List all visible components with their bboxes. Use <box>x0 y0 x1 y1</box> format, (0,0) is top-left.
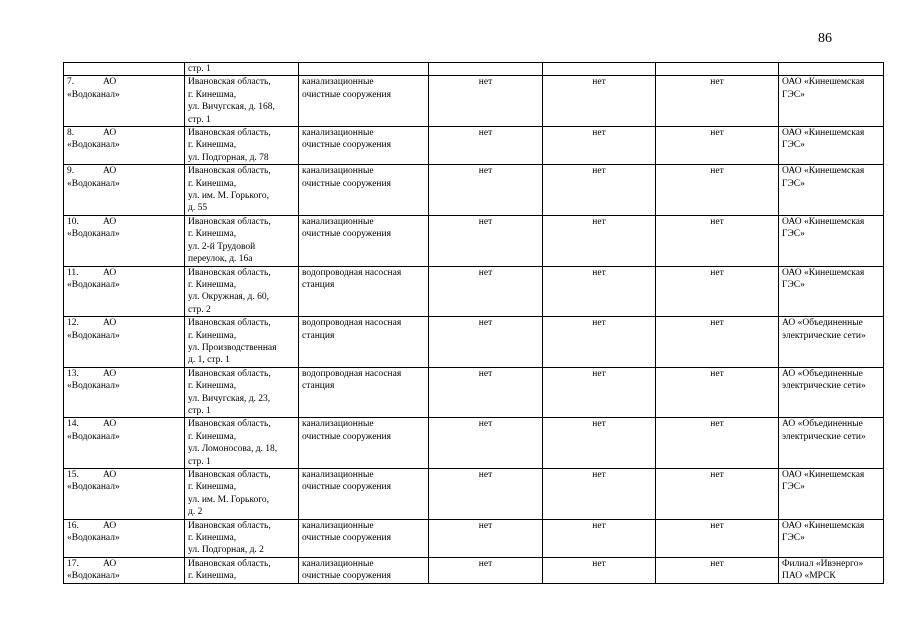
supplier-cell <box>779 519 884 557</box>
status-cell: нет <box>429 266 543 317</box>
table-cell <box>299 63 429 76</box>
supplier-cell <box>779 215 884 266</box>
status-cell: нет <box>429 418 543 469</box>
address-line: г. Кинешма, <box>188 140 237 151</box>
object-line: очистные сооружения <box>302 229 391 240</box>
table-row <box>64 127 884 165</box>
object-line: канализационные <box>302 558 374 569</box>
object-line: очистные сооружения <box>302 482 391 493</box>
status-cell: нет <box>429 215 543 266</box>
address-line: ул. им. М. Горького, <box>188 191 270 202</box>
object-line: очистные сооружения <box>302 140 391 151</box>
address-line: г. Кинешма, <box>188 571 237 582</box>
address-cell <box>185 266 299 317</box>
org-short: АО <box>103 368 117 379</box>
table-row <box>64 317 884 368</box>
row-number: 15. <box>67 470 79 480</box>
supplier-line: ГЭС» <box>782 140 805 151</box>
address-line: ул. Подгорная, д. 78 <box>188 152 269 163</box>
status-cell: нет <box>656 469 779 520</box>
supplier-cell <box>779 127 884 165</box>
object-line: канализационные <box>302 470 374 480</box>
org-short: АО <box>103 520 117 531</box>
supplier-line: электрические сети» <box>782 330 866 341</box>
org-short: АО <box>103 128 117 139</box>
status-cell: нет <box>543 367 656 418</box>
table-row <box>64 519 884 557</box>
address-line: д. 2 <box>188 507 203 518</box>
supplier-line: ГЭС» <box>782 89 805 100</box>
org-name: «Водоканал» <box>67 571 120 582</box>
table-cell <box>185 63 299 76</box>
supplier-cell <box>779 266 884 317</box>
address-cell <box>185 557 299 583</box>
org-line <box>67 317 181 329</box>
supplier-line: ОАО «Кинешемская <box>782 267 865 278</box>
org-short: АО <box>103 166 117 177</box>
table-cell <box>64 63 185 76</box>
organization-cell <box>64 165 185 216</box>
supplier-line: ГЭС» <box>782 533 805 544</box>
org-name: «Водоканал» <box>67 140 120 151</box>
object-cell <box>299 317 429 368</box>
object-line: очистные сооружения <box>302 533 391 544</box>
address-line: г. Кинешма, <box>188 431 237 442</box>
supplier-line: ГЭС» <box>782 178 805 189</box>
supplier-line: ОАО «Кинешемская <box>782 470 865 480</box>
object-cell <box>299 418 429 469</box>
address-line: Ивановская область, <box>188 128 271 139</box>
org-line <box>67 418 181 430</box>
address-cell <box>185 165 299 216</box>
object-cell <box>299 557 429 583</box>
table-row <box>64 557 884 583</box>
org-name: «Водоканал» <box>67 482 120 493</box>
organization-cell <box>64 519 185 557</box>
org-line <box>67 558 181 570</box>
address-cell <box>185 519 299 557</box>
table-cell <box>429 63 543 76</box>
object-cell <box>299 76 429 127</box>
organization-cell <box>64 127 185 165</box>
status-cell: нет <box>429 557 543 583</box>
object-cell <box>299 127 429 165</box>
address-cell <box>185 76 299 127</box>
address-line: Ивановская область, <box>188 166 271 177</box>
object-line: станция <box>302 330 335 341</box>
row-number: 10. <box>67 216 79 227</box>
address-line: д. 1, стр. 1 <box>188 355 230 366</box>
org-name: «Водоканал» <box>67 279 120 290</box>
address-line: Ивановская область, <box>188 558 271 569</box>
table-row <box>64 76 884 127</box>
supplier-line: электрические сети» <box>782 381 866 392</box>
address-line: стр. 1 <box>188 456 211 467</box>
status-cell: нет <box>656 418 779 469</box>
org-short: АО <box>103 216 117 227</box>
table-row <box>64 418 884 469</box>
object-line: очистные сооружения <box>302 571 391 582</box>
table-cell <box>779 63 884 76</box>
supplier-line: ПАО «МРСК <box>782 571 836 582</box>
org-name: «Водоканал» <box>67 89 120 100</box>
status-cell: нет <box>429 165 543 216</box>
supplier-cell <box>779 557 884 583</box>
row-number: 9. <box>67 166 75 177</box>
address-line: г. Кинешма, <box>188 330 237 341</box>
table-cell <box>543 63 656 76</box>
org-short: АО <box>103 419 117 430</box>
supplier-line: ОАО «Кинешемская <box>782 520 865 531</box>
status-cell: нет <box>656 317 779 368</box>
org-line <box>67 469 181 481</box>
org-name: «Водоканал» <box>67 533 120 544</box>
status-cell: нет <box>543 127 656 165</box>
status-cell: нет <box>543 165 656 216</box>
supplier-cell <box>779 367 884 418</box>
supplier-cell <box>779 418 884 469</box>
address-line: д. 55 <box>188 203 208 214</box>
supplier-cell <box>779 165 884 216</box>
status-cell: нет <box>429 76 543 127</box>
org-line <box>67 520 181 532</box>
org-short: АО <box>103 318 117 329</box>
address-line: ул. им. М. Горького, <box>188 494 270 505</box>
supplier-line: ОАО «Кинешемская <box>782 216 865 227</box>
address-line: г. Кинешма, <box>188 178 237 189</box>
address-line: стр. 1 <box>188 64 211 74</box>
object-line: канализационные <box>302 166 374 177</box>
supplier-line: ОАО «Кинешемская <box>782 166 865 177</box>
organization-cell <box>64 317 185 368</box>
row-number: 14. <box>67 419 79 430</box>
supplier-line: электрические сети» <box>782 431 866 442</box>
address-line: г. Кинешма, <box>188 229 237 240</box>
object-line: станция <box>302 279 335 290</box>
row-number: 17. <box>67 558 79 569</box>
object-cell <box>299 215 429 266</box>
status-cell: нет <box>656 76 779 127</box>
address-line: Ивановская область, <box>188 77 271 88</box>
object-cell <box>299 266 429 317</box>
address-cell <box>185 418 299 469</box>
address-cell <box>185 367 299 418</box>
status-cell: нет <box>429 519 543 557</box>
row-number: 13. <box>67 368 79 379</box>
organization-cell <box>64 557 185 583</box>
facilities-table <box>63 62 884 584</box>
supplier-line: АО «Объединенные <box>782 368 863 379</box>
object-line: станция <box>302 381 335 392</box>
status-cell: нет <box>543 418 656 469</box>
status-cell: нет <box>656 367 779 418</box>
status-cell: нет <box>656 215 779 266</box>
supplier-cell <box>779 76 884 127</box>
supplier-line: ГЭС» <box>782 279 805 290</box>
org-line <box>67 76 181 88</box>
org-line <box>67 368 181 380</box>
object-line: канализационные <box>302 419 374 430</box>
status-cell: нет <box>656 519 779 557</box>
status-cell: нет <box>429 127 543 165</box>
object-line: водопроводная насосная <box>302 368 402 379</box>
address-line: Ивановская область, <box>188 520 271 531</box>
org-name: «Водоканал» <box>67 381 120 392</box>
org-short: АО <box>103 470 117 480</box>
table-row <box>64 165 884 216</box>
page-number: 86 <box>818 31 832 46</box>
address-cell <box>185 215 299 266</box>
address-line: г. Кинешма, <box>188 482 237 493</box>
object-line: канализационные <box>302 520 374 531</box>
address-line: г. Кинешма, <box>188 381 237 392</box>
address-line: ул. Окружная, д. 60, <box>188 292 269 303</box>
row-number: 12. <box>67 318 79 329</box>
object-line: очистные сооружения <box>302 431 391 442</box>
organization-cell <box>64 215 185 266</box>
address-line: г. Кинешма, <box>188 533 237 544</box>
status-cell: нет <box>656 127 779 165</box>
table-row <box>64 266 884 317</box>
address-line: Ивановская область, <box>188 216 271 227</box>
org-short: АО <box>103 77 117 88</box>
address-line: переулок, д. 16а <box>188 254 253 265</box>
object-line: водопроводная насосная <box>302 267 402 278</box>
row-number: 11. <box>67 267 79 278</box>
status-cell: нет <box>543 519 656 557</box>
address-line: стр. 2 <box>188 304 211 315</box>
status-cell: нет <box>543 469 656 520</box>
object-line: очистные сооружения <box>302 178 391 189</box>
org-line <box>67 127 181 139</box>
object-line: канализационные <box>302 77 374 88</box>
row-number: 7. <box>67 77 75 88</box>
row-number: 8. <box>67 128 75 139</box>
address-cell <box>185 127 299 165</box>
supplier-line: ГЭС» <box>782 229 805 240</box>
status-cell: нет <box>543 266 656 317</box>
address-line: стр. 1 <box>188 114 211 125</box>
org-name: «Водоканал» <box>67 178 120 189</box>
object-line: водопроводная насосная <box>302 318 402 329</box>
supplier-cell <box>779 317 884 368</box>
address-line: ул. Подгорная, д. 2 <box>188 545 264 556</box>
table-row <box>64 367 884 418</box>
org-line <box>67 267 181 279</box>
table-cell <box>656 63 779 76</box>
supplier-line: АО «Объединенные <box>782 318 863 329</box>
address-line: ул. Ломоносова, д. 18, <box>188 444 278 455</box>
organization-cell <box>64 76 185 127</box>
organization-cell <box>64 367 185 418</box>
object-cell <box>299 367 429 418</box>
address-line: г. Кинешма, <box>188 89 237 100</box>
supplier-line: ОАО «Кинешемская <box>782 128 865 139</box>
object-line: канализационные <box>302 128 374 139</box>
org-short: АО <box>103 267 117 278</box>
status-cell: нет <box>656 266 779 317</box>
object-cell <box>299 165 429 216</box>
status-cell: нет <box>543 215 656 266</box>
supplier-line: Филиал «Ивэнерго» <box>782 558 864 569</box>
supplier-line: АО «Объединенные <box>782 419 863 430</box>
status-cell: нет <box>429 317 543 368</box>
table-row <box>64 469 884 520</box>
address-line: Ивановская область, <box>188 318 271 329</box>
org-line <box>67 165 181 177</box>
object-cell <box>299 469 429 520</box>
address-line: г. Кинешма, <box>188 279 237 290</box>
status-cell: нет <box>543 76 656 127</box>
address-cell <box>185 317 299 368</box>
supplier-line: ОАО «Кинешемская <box>782 77 865 88</box>
organization-cell <box>64 469 185 520</box>
object-line: очистные сооружения <box>302 89 391 100</box>
address-line: Ивановская область, <box>188 267 271 278</box>
status-cell: нет <box>429 367 543 418</box>
object-line: канализационные <box>302 216 374 227</box>
object-cell <box>299 519 429 557</box>
status-cell: нет <box>543 557 656 583</box>
status-cell: нет <box>656 557 779 583</box>
supplier-cell <box>779 469 884 520</box>
address-line: Ивановская область, <box>188 419 271 430</box>
org-name: «Водоканал» <box>67 431 120 442</box>
org-short: АО <box>103 558 117 569</box>
address-line: ул. 2-й Трудовой <box>188 241 256 252</box>
org-line <box>67 216 181 228</box>
organization-cell <box>64 418 185 469</box>
supplier-line: ГЭС» <box>782 482 805 493</box>
address-line: Ивановская область, <box>188 470 271 480</box>
org-name: «Водоканал» <box>67 330 120 341</box>
address-line: ул. Производственная <box>188 342 277 353</box>
address-line: ул. Вичугская, д. 168, <box>188 102 275 113</box>
address-cell <box>185 469 299 520</box>
status-cell: нет <box>656 165 779 216</box>
status-cell: нет <box>543 317 656 368</box>
row-number: 16. <box>67 520 79 531</box>
address-line: ул. Вичугская, д. 23, <box>188 393 271 404</box>
table-row <box>64 215 884 266</box>
address-line: Ивановская область, <box>188 368 271 379</box>
status-cell: нет <box>429 469 543 520</box>
table-row-continued <box>64 63 884 76</box>
address-line: стр. 1 <box>188 405 211 416</box>
organization-cell <box>64 266 185 317</box>
org-name: «Водоканал» <box>67 229 120 240</box>
